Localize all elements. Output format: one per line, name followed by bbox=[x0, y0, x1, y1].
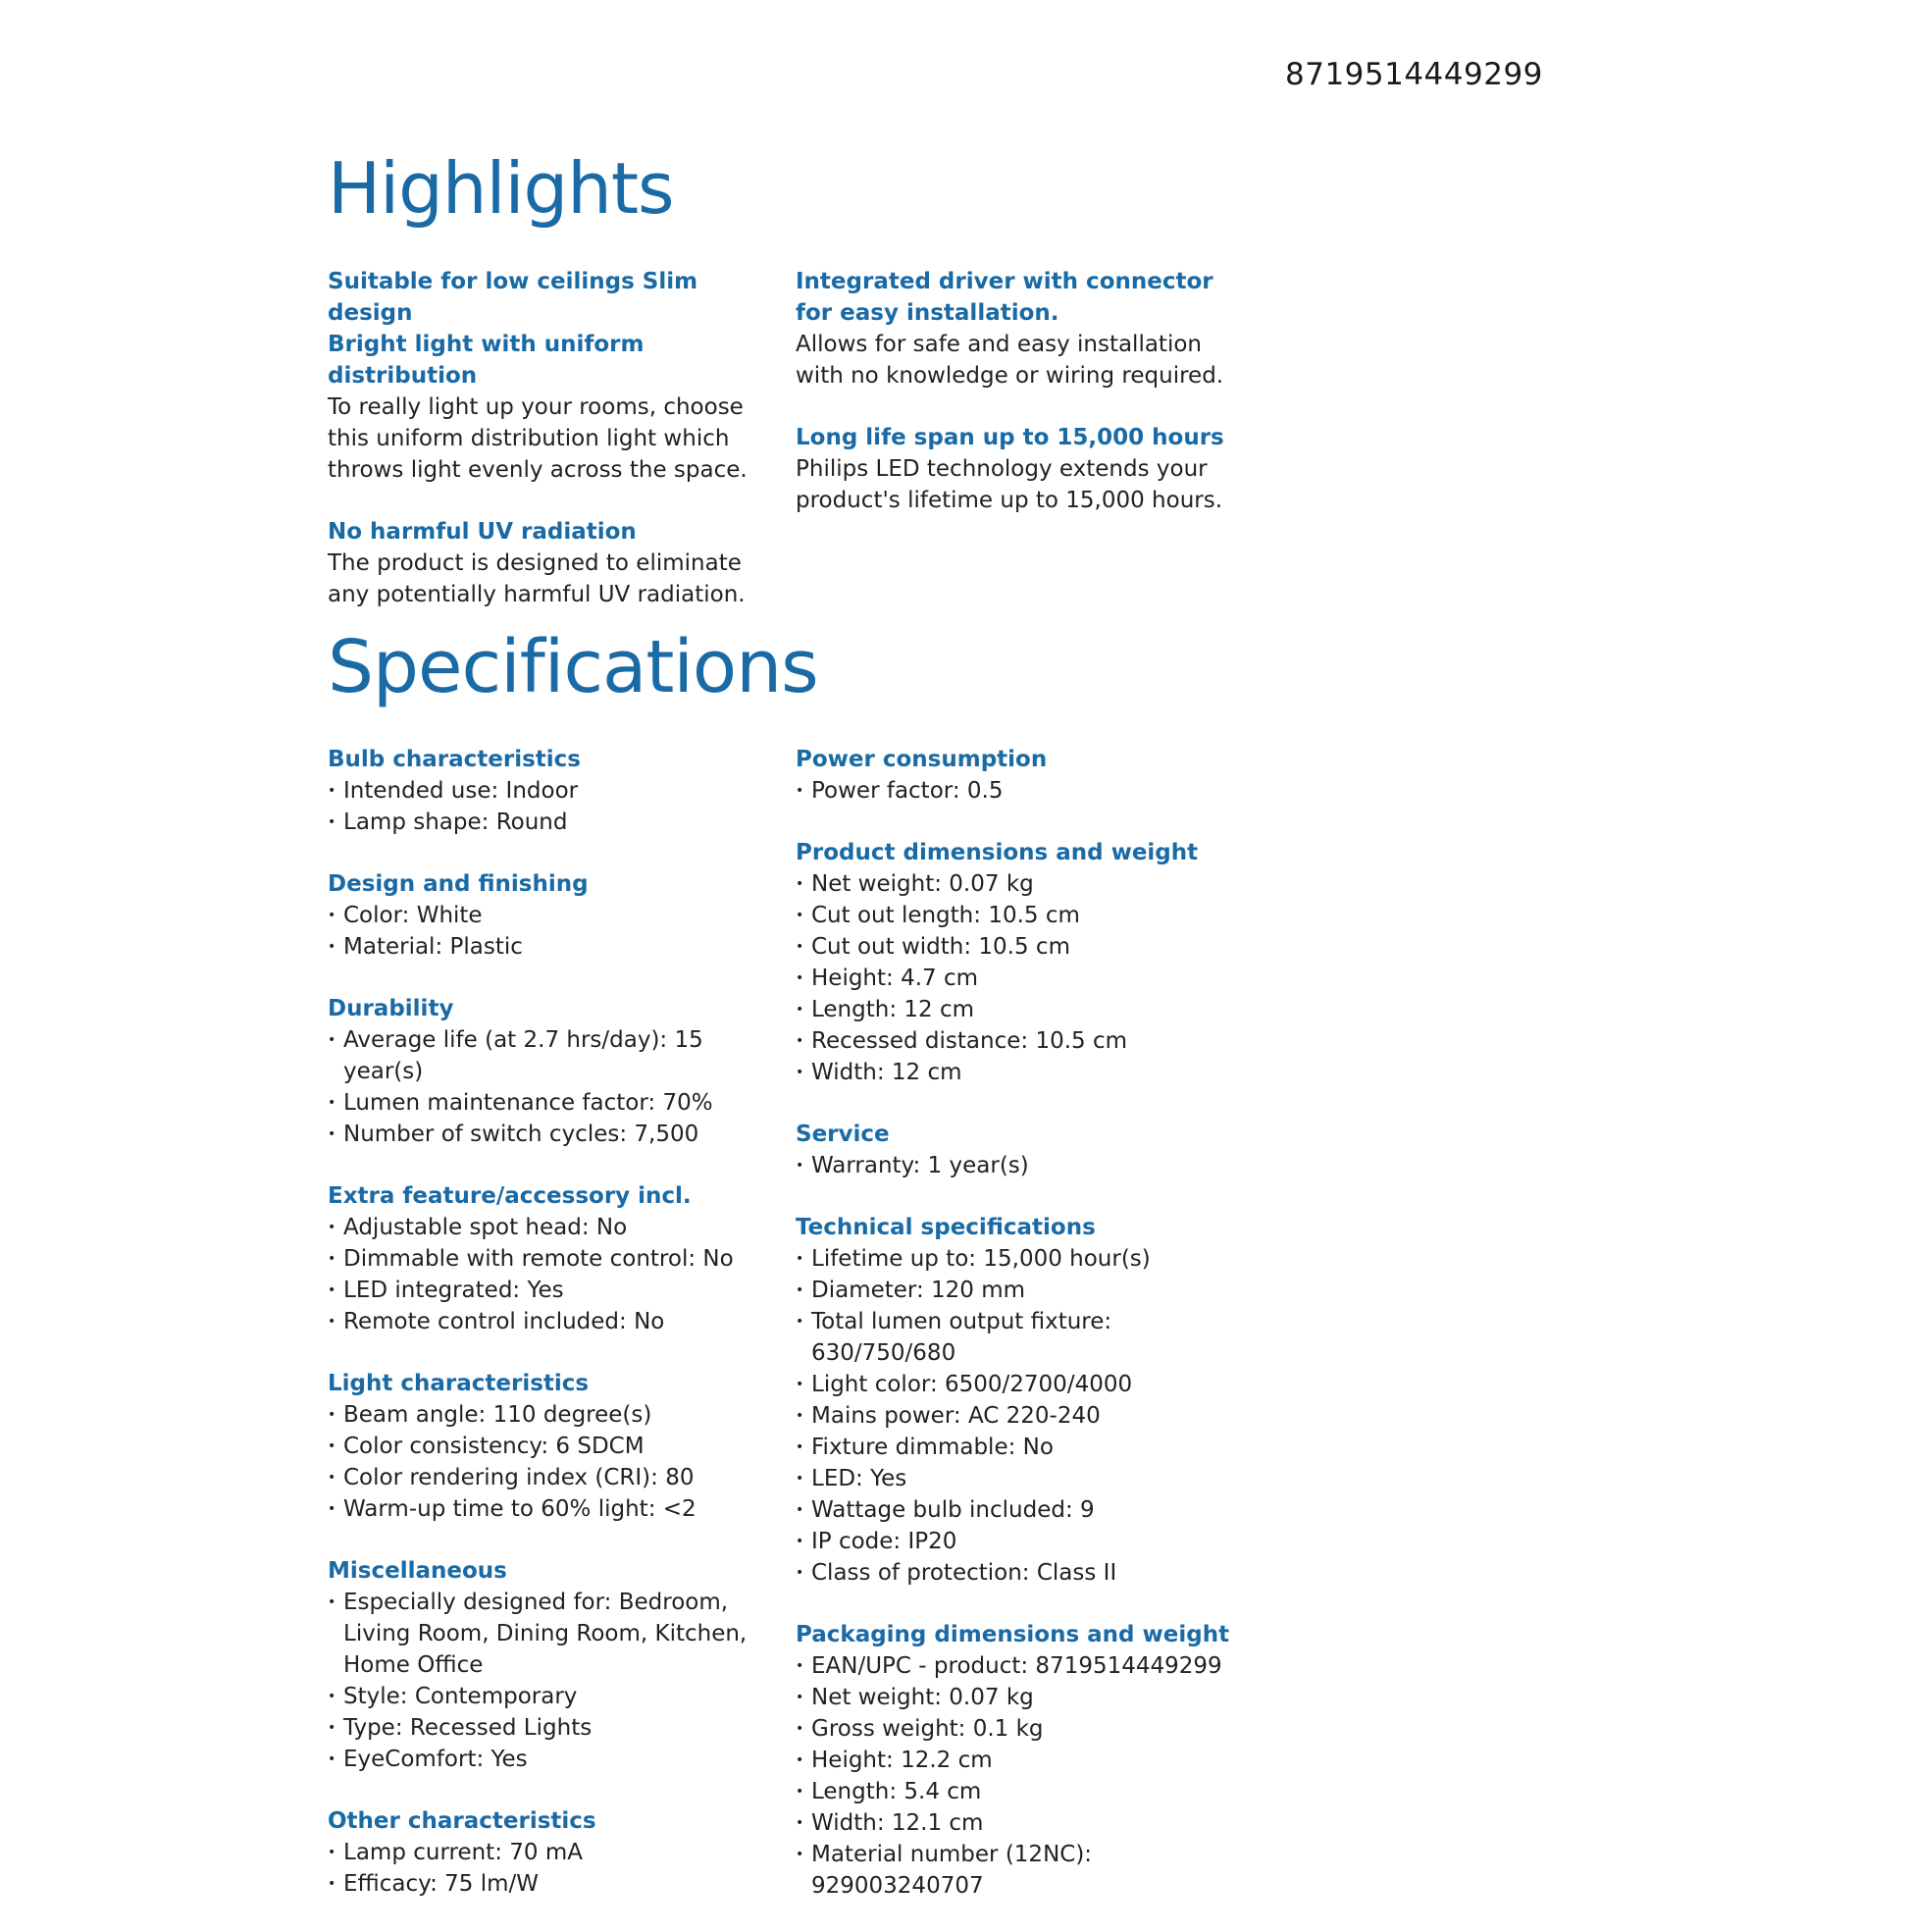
spec-list bbox=[796, 868, 1257, 1088]
spec-item: • Lumen maintenance factor: 70% bbox=[328, 1087, 789, 1119]
spec-group bbox=[796, 744, 1257, 807]
spec-item: • Width: 12.1 cm bbox=[796, 1807, 1257, 1839]
spec-item: • Recessed distance: 10.5 cm bbox=[796, 1025, 1257, 1057]
highlight-block bbox=[328, 516, 789, 610]
spec-item: • Mains power: AC 220-240 bbox=[796, 1400, 1257, 1432]
spec-item: • Cut out length: 10.5 cm bbox=[796, 900, 1257, 931]
highlights-left-column bbox=[328, 266, 789, 641]
spec-list bbox=[328, 1399, 789, 1525]
spec-group bbox=[796, 1212, 1257, 1589]
spec-item: • Material number (12NC): 929003240707 bbox=[796, 1839, 1257, 1902]
highlight-heading: Bright light with uniform distribution bbox=[328, 332, 645, 389]
spec-item: • Color rendering index (CRI): 80 bbox=[328, 1462, 789, 1493]
highlights-title: Highlights bbox=[328, 147, 674, 230]
spec-group-heading: Packaging dimensions and weight bbox=[796, 1622, 1230, 1647]
highlight-text: To really light up your rooms, choose this uniform distribution light which throws light evenly across the space. bbox=[328, 394, 748, 483]
spec-list bbox=[796, 1650, 1257, 1902]
spec-item: • Length: 5.4 cm bbox=[796, 1776, 1257, 1807]
spec-group-heading: Light characteristics bbox=[328, 1371, 590, 1396]
spec-group-heading: Miscellaneous bbox=[328, 1558, 507, 1584]
spec-item: • Color consistency: 6 SDCM bbox=[328, 1431, 789, 1462]
spec-item: • Net weight: 0.07 kg bbox=[796, 1682, 1257, 1713]
spec-item: • IP code: IP20 bbox=[796, 1526, 1257, 1557]
specifications-title: Specifications bbox=[328, 625, 818, 709]
spec-item: • Lamp shape: Round bbox=[328, 807, 789, 838]
spec-group bbox=[328, 993, 789, 1150]
spec-item: • Warm-up time to 60% light: <2 bbox=[328, 1493, 789, 1525]
spec-item: • Lifetime up to: 15,000 hour(s) bbox=[796, 1243, 1257, 1275]
spec-item: • Especially designed for: Bedroom, Living Room, Dining Room, Kitchen, Home Office bbox=[328, 1587, 789, 1681]
spec-list bbox=[328, 775, 789, 838]
specifications-left-column bbox=[328, 744, 789, 1930]
spec-item: • Total lumen output fixture: 630/750/680 bbox=[796, 1306, 1257, 1369]
spec-item: • Warranty: 1 year(s) bbox=[796, 1150, 1257, 1181]
highlight-heading: Integrated driver with connector for easy installation. bbox=[796, 269, 1213, 326]
spec-item: • Class of protection: Class II bbox=[796, 1557, 1257, 1589]
spec-item: • Height: 4.7 cm bbox=[796, 963, 1257, 994]
spec-list bbox=[328, 1212, 789, 1337]
spec-list bbox=[796, 775, 1257, 807]
spec-group-heading: Product dimensions and weight bbox=[796, 840, 1199, 865]
spec-group bbox=[328, 1555, 789, 1775]
highlight-text: Philips LED technology extends your product's lifetime up to 15,000 hours. bbox=[796, 456, 1223, 513]
spec-group bbox=[328, 1805, 789, 1900]
highlight-text: The product is designed to eliminate any potentially harmful UV radiation. bbox=[328, 550, 746, 607]
highlight-block bbox=[796, 422, 1257, 516]
spec-group-heading: Bulb characteristics bbox=[328, 747, 581, 772]
spec-list bbox=[328, 1587, 789, 1775]
spec-item: • Number of switch cycles: 7,500 bbox=[328, 1119, 789, 1150]
spec-item: • Material: Plastic bbox=[328, 931, 789, 963]
spec-group-heading: Technical specifications bbox=[796, 1215, 1096, 1240]
spec-item: • Net weight: 0.07 kg bbox=[796, 868, 1257, 900]
spec-item: • Dimmable with remote control: No bbox=[328, 1243, 789, 1275]
spec-list bbox=[328, 1837, 789, 1900]
spec-list bbox=[796, 1150, 1257, 1181]
spec-item: • Remote control included: No bbox=[328, 1306, 789, 1337]
spec-group-heading: Other characteristics bbox=[328, 1808, 596, 1834]
spec-item: • Average life (at 2.7 hrs/day): 15 year(s) bbox=[328, 1024, 789, 1087]
spec-group-heading: Durability bbox=[328, 996, 454, 1021]
spec-item: • Width: 12 cm bbox=[796, 1057, 1257, 1088]
highlights-right-column bbox=[796, 266, 1257, 547]
highlight-block bbox=[328, 266, 789, 486]
spec-group-heading: Service bbox=[796, 1122, 890, 1147]
specifications-right-column bbox=[796, 744, 1257, 1932]
spec-item: • Style: Contemporary bbox=[328, 1681, 789, 1712]
spec-item: • Type: Recessed Lights bbox=[328, 1712, 789, 1744]
spec-group bbox=[328, 744, 789, 838]
spec-item: • Color: White bbox=[328, 900, 789, 931]
spec-item: • EyeComfort: Yes bbox=[328, 1744, 789, 1775]
spec-item: • Efficacy: 75 lm/W bbox=[328, 1868, 789, 1900]
spec-group-heading: Power consumption bbox=[796, 747, 1048, 772]
spec-group bbox=[796, 1619, 1257, 1902]
spec-group bbox=[328, 868, 789, 963]
product-code: 8719514449299 bbox=[1285, 57, 1543, 92]
highlight-heading: No harmful UV radiation bbox=[328, 519, 637, 545]
spec-item: • Wattage bulb included: 9 bbox=[796, 1494, 1257, 1526]
spec-item: • Power factor: 0.5 bbox=[796, 775, 1257, 807]
spec-item: • Length: 12 cm bbox=[796, 994, 1257, 1025]
highlight-heading: Long life span up to 15,000 hours bbox=[796, 425, 1224, 450]
spec-item: • Beam angle: 110 degree(s) bbox=[328, 1399, 789, 1431]
highlight-text: Allows for safe and easy installation with no knowledge or wiring required. bbox=[796, 332, 1224, 389]
highlight-heading: Suitable for low ceilings Slim design bbox=[328, 269, 698, 326]
spec-item: • Gross weight: 0.1 kg bbox=[796, 1713, 1257, 1745]
spec-group-heading: Design and finishing bbox=[328, 871, 589, 897]
spec-group bbox=[328, 1368, 789, 1525]
spec-item: • Intended use: Indoor bbox=[328, 775, 789, 807]
spec-group-heading: Extra feature/accessory incl. bbox=[328, 1183, 692, 1209]
spec-item: • LED: Yes bbox=[796, 1463, 1257, 1494]
spec-group bbox=[796, 1119, 1257, 1181]
highlight-block bbox=[796, 266, 1257, 392]
spec-item: • Lamp current: 70 mA bbox=[328, 1837, 789, 1868]
spec-item: • Light color: 6500/2700/4000 bbox=[796, 1369, 1257, 1400]
spec-item: • Cut out width: 10.5 cm bbox=[796, 931, 1257, 963]
spec-list bbox=[328, 1024, 789, 1150]
spec-item: • Height: 12.2 cm bbox=[796, 1745, 1257, 1776]
spec-group bbox=[796, 837, 1257, 1088]
spec-list bbox=[796, 1243, 1257, 1589]
spec-item: • LED integrated: Yes bbox=[328, 1275, 789, 1306]
spec-item: • Fixture dimmable: No bbox=[796, 1432, 1257, 1463]
spec-item: • EAN/UPC - product: 8719514449299 bbox=[796, 1650, 1257, 1682]
spec-item: • Adjustable spot head: No bbox=[328, 1212, 789, 1243]
spec-group bbox=[328, 1180, 789, 1337]
spec-list bbox=[328, 900, 789, 963]
spec-item: • Diameter: 120 mm bbox=[796, 1275, 1257, 1306]
